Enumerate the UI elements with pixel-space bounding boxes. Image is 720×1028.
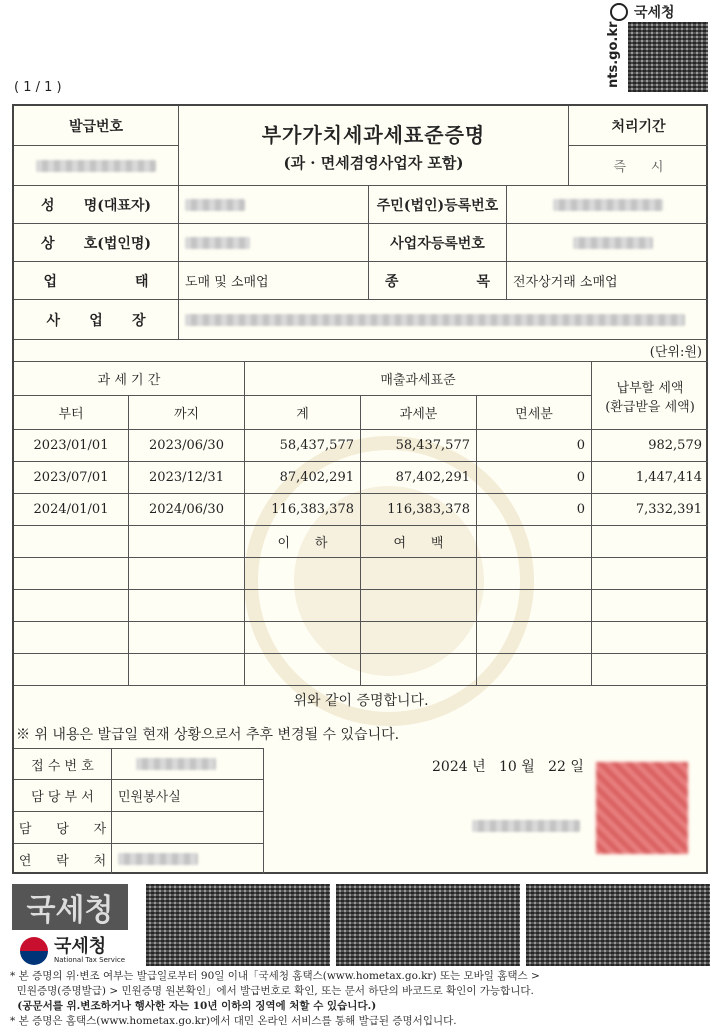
sales-header: 매출과세표준 <box>245 362 592 396</box>
blank-marker-left: 이 하 <box>245 526 361 558</box>
nts-logo <box>20 934 140 968</box>
blank-cell <box>14 526 129 558</box>
table-cell-to: 2024/06/30 <box>129 494 245 526</box>
total-header: 계 <box>245 396 361 430</box>
period-header: 과 세 기 간 <box>14 362 245 396</box>
blank-cell <box>129 526 245 558</box>
blank-cell <box>245 590 361 622</box>
company-label: 상 호(법인명) <box>14 224 179 262</box>
blank-cell <box>14 654 129 686</box>
blank-cell <box>129 590 245 622</box>
officer-label: 담 당 자 <box>14 812 112 844</box>
unit-label: (단위:원) <box>14 340 708 362</box>
header-qr-code <box>628 22 708 92</box>
taegeuk-icon <box>20 937 48 965</box>
table-cell-from: 2024/01/01 <box>14 494 129 526</box>
blank-cell <box>477 654 592 686</box>
barcode-3 <box>526 884 710 966</box>
blank-cell <box>361 622 477 654</box>
biztype-label: 업 태 <box>14 262 179 300</box>
table-cell-taxable: 116,383,378 <box>361 494 477 526</box>
blank-cell <box>245 622 361 654</box>
blank-cell <box>592 558 708 590</box>
blank-cell <box>245 654 361 686</box>
table-cell-from: 2023/01/01 <box>14 430 129 462</box>
company-value <box>179 224 369 262</box>
processing-value: 즉 시 <box>569 146 708 186</box>
blank-cell <box>129 558 245 590</box>
barcode-1 <box>146 884 330 966</box>
footer-line-4: * 본 증명은 홈택스(www.hometax.go.kr)에서 대민 온라인 서비스를 통해 발급된 증명서입니다. <box>10 1015 457 1027</box>
table-cell-tax: 7,332,391 <box>592 494 708 526</box>
item-label: 종 목 <box>369 262 507 300</box>
footer-watermark: 국세청 <box>12 884 128 930</box>
certificate-document <box>12 104 708 874</box>
table-cell-exempt: 0 <box>477 494 592 526</box>
site-vertical-text: nts.go.kr <box>606 21 621 88</box>
bizno-label: 사업자등록번호 <box>369 224 507 262</box>
rrn-value <box>507 186 708 224</box>
to-header: 까지 <box>129 396 245 430</box>
doc-title: 부가가치세과세표준증명 <box>261 122 486 147</box>
doc-subtitle: (과 · 면세겸영사업자 포함) <box>283 153 464 172</box>
receipt-value <box>112 748 264 780</box>
taxpayer-face-icon <box>610 3 628 21</box>
table-cell-total: 116,383,378 <box>245 494 361 526</box>
table-cell-taxable: 58,437,577 <box>361 430 477 462</box>
cert-notice: ※ 위 내용은 발급일 현재 상황으로서 추후 변경될 수 있습니다. <box>16 727 400 743</box>
blank-cell <box>129 654 245 686</box>
issuer-name <box>472 820 580 832</box>
table-cell-from: 2023/07/01 <box>14 462 129 494</box>
item-value: 전자상거래 소매업 <box>507 262 708 300</box>
blank-marker-right: 여 백 <box>361 526 477 558</box>
table-cell-total: 87,402,291 <box>245 462 361 494</box>
page-indicator: ( 1 / 1 ) <box>14 80 62 95</box>
blank-cell <box>477 558 592 590</box>
rrn-label: 주민(법인)등록번호 <box>369 186 507 224</box>
blank-cell <box>477 622 592 654</box>
title-block <box>179 106 569 186</box>
table-cell-total: 58,437,577 <box>245 430 361 462</box>
table-cell-exempt: 0 <box>477 462 592 494</box>
blank-cell <box>361 558 477 590</box>
table-cell-tax: 982,579 <box>592 430 708 462</box>
dept-label: 담 당 부 서 <box>14 780 112 812</box>
name-label: 성 명(대표자) <box>14 186 179 224</box>
place-value <box>179 300 708 340</box>
contact-label: 연 락 처 <box>14 844 112 874</box>
table-cell-tax: 1,447,414 <box>592 462 708 494</box>
barcode-2 <box>336 884 520 966</box>
blank-cell <box>592 526 708 558</box>
logo-subtext: National Tax Service <box>54 956 126 964</box>
blank-cell <box>14 558 129 590</box>
footer-line-3: (공문서를 위.변조하거나 행사한 자는 10년 이하의 징역에 처할 수 있습니다.) <box>10 1000 377 1012</box>
blank-cell <box>477 590 592 622</box>
name-value <box>179 186 369 224</box>
tax-header: 납부할 세액 (환급받을 세액) <box>592 362 708 430</box>
footer-line-2: 민원증명(증명발급) > 민원증명 원본확인」에서 발급번호로 확인, 또는 문서 하단의 바코드로 확인이 가능합니다. <box>10 985 534 997</box>
biztype-value: 도매 및 소매업 <box>179 262 369 300</box>
blank-cell <box>361 654 477 686</box>
receipt-label: 접 수 번 호 <box>14 748 112 780</box>
issue-no-label: 발급번호 <box>14 106 179 146</box>
contact-value <box>112 844 264 874</box>
blank-cell <box>245 558 361 590</box>
blank-cell <box>361 590 477 622</box>
blank-cell <box>14 622 129 654</box>
agency-badge: 국세청 <box>610 2 710 22</box>
taxable-header: 과세분 <box>361 396 477 430</box>
place-label: 사 업 장 <box>14 300 179 340</box>
processing-label: 처리기간 <box>569 106 708 146</box>
table-cell-to: 2023/12/31 <box>129 462 245 494</box>
table-cell-to: 2023/06/30 <box>129 430 245 462</box>
from-header: 부터 <box>14 396 129 430</box>
blank-cell <box>14 590 129 622</box>
exempt-header: 면세분 <box>477 396 592 430</box>
blank-cell <box>592 590 708 622</box>
dept-value: 민원봉사실 <box>112 780 264 812</box>
issue-date: 2024 년 10 월 22 일 <box>432 759 584 775</box>
table-cell-exempt: 0 <box>477 430 592 462</box>
table-cell-taxable: 87,402,291 <box>361 462 477 494</box>
blank-cell <box>592 622 708 654</box>
cert-statement: 위와 같이 증명합니다. <box>293 693 429 709</box>
issue-no-value <box>14 146 179 186</box>
official-stamp <box>596 762 688 854</box>
blank-cell <box>592 654 708 686</box>
bizno-value <box>507 224 708 262</box>
blank-cell <box>477 526 592 558</box>
officer-value <box>112 812 264 844</box>
blank-cell <box>129 622 245 654</box>
footer-line-1: * 본 증명의 위·변조 여부는 발급일로부터 90일 이내「국세청 홈택스(www.hometax.go.kr) 또는 모바일 홈택스 > <box>10 970 540 982</box>
logo-text: 국세청 <box>54 936 107 957</box>
